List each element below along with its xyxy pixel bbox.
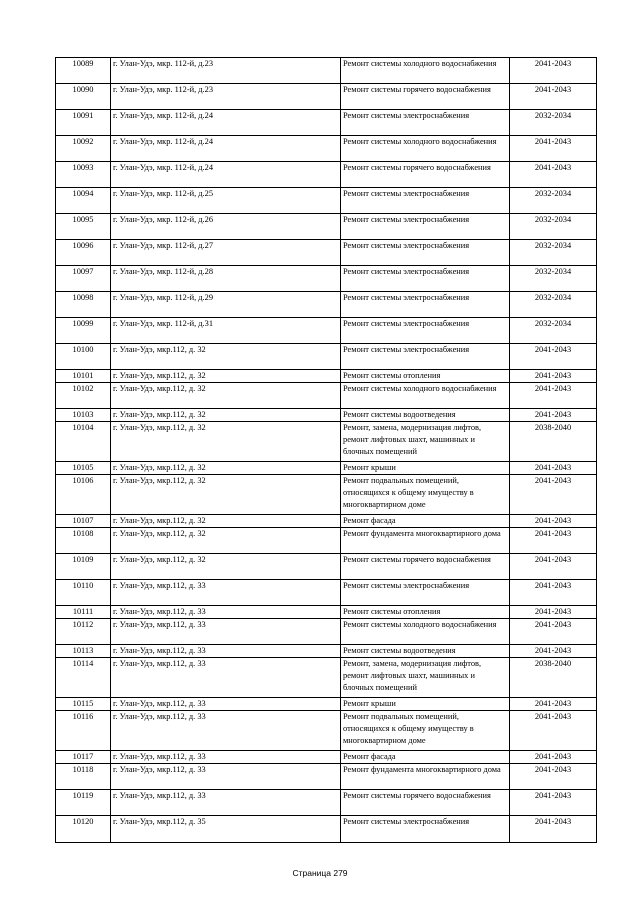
table-row [56, 370, 597, 383]
address-cell: г. Улан-Удэ, мкр.112, д. 32 [111, 383, 341, 409]
address-cell: г. Улан-Удэ, мкр.112, д. 32 [111, 554, 341, 580]
work-type-cell: Ремонт системы горячего водоснабжения [341, 162, 510, 188]
table-row [56, 658, 597, 698]
row-number: 10089 [56, 58, 111, 84]
work-type-cell: Ремонт системы электроснабжения [341, 816, 510, 843]
table-row [56, 240, 597, 266]
address-cell: г. Улан-Удэ, мкр.112, д. 33 [111, 658, 341, 698]
period-cell: 2041-2043 [510, 162, 597, 188]
address-cell: г. Улан-Удэ, мкр.112, д. 32 [111, 409, 341, 422]
period-cell: 2041-2043 [510, 554, 597, 580]
table-row [56, 292, 597, 318]
work-type-cell: Ремонт системы холодного водоснабжения [341, 383, 510, 409]
address-cell: г. Улан-Удэ, мкр.112, д. 32 [111, 370, 341, 383]
table-row [56, 698, 597, 711]
address-cell: г. Улан-Удэ, мкр.112, д. 32 [111, 344, 341, 370]
table-row [56, 528, 597, 554]
address-cell: г. Улан-Удэ, мкр.112, д. 33 [111, 751, 341, 764]
table-body [56, 58, 597, 843]
address-cell: г. Улан-Удэ, мкр.112, д. 32 [111, 515, 341, 528]
work-type-cell: Ремонт системы электроснабжения [341, 240, 510, 266]
period-cell: 2032-2034 [510, 110, 597, 136]
period-cell: 2032-2034 [510, 318, 597, 344]
period-cell: 2041-2043 [510, 606, 597, 619]
address-cell: г. Улан-Удэ, мкр. 112-й, д.25 [111, 188, 341, 214]
work-type-cell: Ремонт системы электроснабжения [341, 318, 510, 344]
table-row [56, 110, 597, 136]
table-row [56, 606, 597, 619]
work-type-cell: Ремонт крыши [341, 698, 510, 711]
period-cell: 2038-2040 [510, 422, 597, 462]
period-cell: 2041-2043 [510, 751, 597, 764]
work-type-cell: Ремонт фундамента многоквартирного дома [341, 764, 510, 790]
row-number: 10107 [56, 515, 111, 528]
row-number: 10118 [56, 764, 111, 790]
address-cell: г. Улан-Удэ, мкр. 112-й, д.24 [111, 110, 341, 136]
table-row [56, 409, 597, 422]
address-cell: г. Улан-Удэ, мкр.112, д. 32 [111, 422, 341, 462]
row-number: 10114 [56, 658, 111, 698]
table-row [56, 462, 597, 475]
period-cell: 2041-2043 [510, 764, 597, 790]
work-type-cell: Ремонт системы электроснабжения [341, 214, 510, 240]
work-type-cell: Ремонт системы отопления [341, 606, 510, 619]
work-type-cell: Ремонт системы отопления [341, 370, 510, 383]
period-cell: 2041-2043 [510, 344, 597, 370]
row-number: 10109 [56, 554, 111, 580]
table-row [56, 816, 597, 843]
work-type-cell: Ремонт системы электроснабжения [341, 580, 510, 606]
work-type-cell: Ремонт системы водоотведения [341, 645, 510, 658]
table-row [56, 554, 597, 580]
row-number: 10095 [56, 214, 111, 240]
period-cell: 2041-2043 [510, 580, 597, 606]
table-row [56, 214, 597, 240]
address-cell: г. Улан-Удэ, мкр. 112-й, д.26 [111, 214, 341, 240]
table-row [56, 580, 597, 606]
period-cell: 2041-2043 [510, 816, 597, 843]
address-cell: г. Улан-Удэ, мкр.112, д. 33 [111, 764, 341, 790]
period-cell: 2032-2034 [510, 240, 597, 266]
work-type-cell: Ремонт крыши [341, 462, 510, 475]
row-number: 10119 [56, 790, 111, 816]
work-type-cell: Ремонт системы горячего водоснабжения [341, 554, 510, 580]
period-cell: 2041-2043 [510, 619, 597, 645]
row-number: 10097 [56, 266, 111, 292]
table-row [56, 751, 597, 764]
period-cell: 2041-2043 [510, 790, 597, 816]
address-cell: г. Улан-Удэ, мкр.112, д. 33 [111, 606, 341, 619]
row-number: 10108 [56, 528, 111, 554]
work-type-cell: Ремонт системы электроснабжения [341, 188, 510, 214]
row-number: 10091 [56, 110, 111, 136]
row-number: 10112 [56, 619, 111, 645]
work-type-cell: Ремонт фасада [341, 751, 510, 764]
period-cell: 2041-2043 [510, 409, 597, 422]
table-row [56, 790, 597, 816]
period-cell: 2038-2040 [510, 658, 597, 698]
address-cell: г. Улан-Удэ, мкр.112, д. 32 [111, 528, 341, 554]
address-cell: г. Улан-Удэ, мкр. 112-й, д.28 [111, 266, 341, 292]
address-cell: г. Улан-Удэ, мкр.112, д. 33 [111, 619, 341, 645]
period-cell: 2041-2043 [510, 136, 597, 162]
row-number: 10117 [56, 751, 111, 764]
address-cell: г. Улан-Удэ, мкр. 112-й, д.23 [111, 58, 341, 84]
table-row [56, 764, 597, 790]
table-row [56, 645, 597, 658]
address-cell: г. Улан-Удэ, мкр.112, д. 33 [111, 645, 341, 658]
table-row [56, 711, 597, 751]
address-cell: г. Улан-Удэ, мкр.112, д. 33 [111, 698, 341, 711]
table-row [56, 344, 597, 370]
table-row [56, 58, 597, 84]
period-cell: 2041-2043 [510, 370, 597, 383]
row-number: 10103 [56, 409, 111, 422]
row-number: 10102 [56, 383, 111, 409]
address-cell: г. Улан-Удэ, мкр.112, д. 33 [111, 711, 341, 751]
address-cell: г. Улан-Удэ, мкр.112, д. 33 [111, 580, 341, 606]
work-type-cell: Ремонт фасада [341, 515, 510, 528]
address-cell: г. Улан-Удэ, мкр.112, д. 32 [111, 475, 341, 515]
work-type-cell: Ремонт системы холодного водоснабжения [341, 619, 510, 645]
period-cell: 2041-2043 [510, 515, 597, 528]
address-cell: г. Улан-Удэ, мкр.112, д. 33 [111, 790, 341, 816]
period-cell: 2041-2043 [510, 84, 597, 110]
address-cell: г. Улан-Удэ, мкр. 112-й, д.23 [111, 84, 341, 110]
row-number: 10090 [56, 84, 111, 110]
address-cell: г. Улан-Удэ, мкр. 112-й, д.29 [111, 292, 341, 318]
row-number: 10094 [56, 188, 111, 214]
address-cell: г. Улан-Удэ, мкр. 112-й, д.24 [111, 162, 341, 188]
page-number: Страница 279 [292, 868, 348, 878]
work-type-cell: Ремонт системы электроснабжения [341, 344, 510, 370]
table-row [56, 84, 597, 110]
table-row [56, 383, 597, 409]
row-number: 10096 [56, 240, 111, 266]
period-cell: 2032-2034 [510, 188, 597, 214]
work-type-cell: Ремонт системы горячего водоснабжения [341, 790, 510, 816]
work-type-cell: Ремонт системы электроснабжения [341, 266, 510, 292]
work-type-cell: Ремонт системы водоотведения [341, 409, 510, 422]
period-cell: 2041-2043 [510, 698, 597, 711]
period-cell: 2041-2043 [510, 711, 597, 751]
period-cell: 2041-2043 [510, 383, 597, 409]
period-cell: 2032-2034 [510, 292, 597, 318]
period-cell: 2041-2043 [510, 462, 597, 475]
period-cell: 2032-2034 [510, 266, 597, 292]
address-cell: г. Улан-Удэ, мкр. 112-й, д.31 [111, 318, 341, 344]
table-row [56, 475, 597, 515]
work-type-cell: Ремонт фундамента многоквартирного дома [341, 528, 510, 554]
row-number: 10111 [56, 606, 111, 619]
work-type-cell: Ремонт системы холодного водоснабжения [341, 58, 510, 84]
period-cell: 2032-2034 [510, 214, 597, 240]
row-number: 10093 [56, 162, 111, 188]
period-cell: 2041-2043 [510, 645, 597, 658]
row-number: 10104 [56, 422, 111, 462]
table-row [56, 136, 597, 162]
address-cell: г. Улан-Удэ, мкр. 112-й, д.24 [111, 136, 341, 162]
address-cell: г. Улан-Удэ, мкр. 112-й, д.27 [111, 240, 341, 266]
row-number: 10115 [56, 698, 111, 711]
work-type-cell: Ремонт системы электроснабжения [341, 292, 510, 318]
row-number: 10110 [56, 580, 111, 606]
address-cell: г. Улан-Удэ, мкр.112, д. 32 [111, 462, 341, 475]
row-number: 10105 [56, 462, 111, 475]
table-row [56, 318, 597, 344]
row-number: 10098 [56, 292, 111, 318]
table-row [56, 515, 597, 528]
period-cell: 2041-2043 [510, 58, 597, 84]
row-number: 10120 [56, 816, 111, 843]
work-type-cell: Ремонт системы холодного водоснабжения [341, 136, 510, 162]
row-number: 10100 [56, 344, 111, 370]
address-cell: г. Улан-Удэ, мкр.112, д. 35 [111, 816, 341, 843]
work-type-cell: Ремонт подвальных помещений, относящихся к общему имуществу в многоквартирном доме [341, 475, 510, 515]
row-number: 10099 [56, 318, 111, 344]
row-number: 10092 [56, 136, 111, 162]
work-type-cell: Ремонт системы горячего водоснабжения [341, 84, 510, 110]
work-type-cell: Ремонт, замена, модернизация лифтов, ремонт лифтовых шахт, машинных и блочных помещений [341, 422, 510, 462]
table-row [56, 619, 597, 645]
table-row [56, 162, 597, 188]
table-row [56, 188, 597, 214]
period-cell: 2041-2043 [510, 528, 597, 554]
work-type-cell: Ремонт системы электроснабжения [341, 110, 510, 136]
table-row [56, 422, 597, 462]
row-number: 10106 [56, 475, 111, 515]
work-type-cell: Ремонт, замена, модернизация лифтов, ремонт лифтовых шахт, машинных и блочных помещений [341, 658, 510, 698]
period-cell: 2041-2043 [510, 475, 597, 515]
row-number: 10113 [56, 645, 111, 658]
table-row [56, 266, 597, 292]
capital-repair-table [55, 57, 597, 843]
row-number: 10116 [56, 711, 111, 751]
row-number: 10101 [56, 370, 111, 383]
work-type-cell: Ремонт подвальных помещений, относящихся к общему имуществу в многоквартирном доме [341, 711, 510, 751]
